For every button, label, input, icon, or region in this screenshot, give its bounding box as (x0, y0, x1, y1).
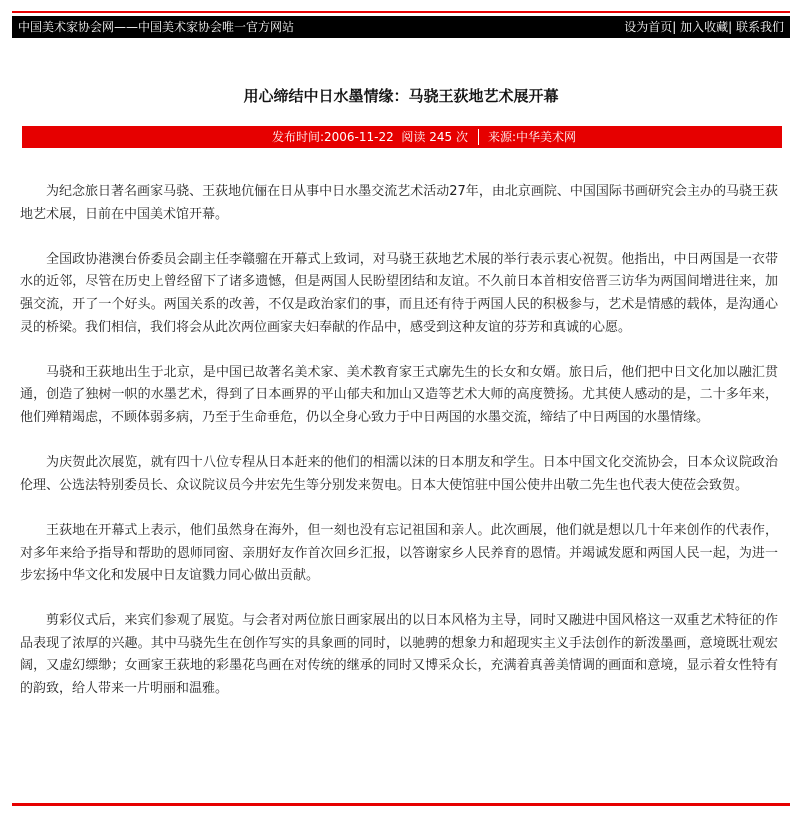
link-separator: | (672, 20, 677, 34)
bottom-red-line (12, 803, 790, 806)
publish-date: 2006-11-22 (324, 130, 394, 144)
source-info (488, 126, 576, 148)
article-paragraph: 剪彩仪式后，来宾们参观了展览。与会者对两位旅日画家展出的以日本风格为主导，同时又融进中国风格这一双重艺术特征的作品表现了浓厚的兴趣。其中马骁先生在创作写实的具象画的同时，以驰骋的想象力和超现实主义手法创作的新泼墨画，意境既壮观宏阔，又虚幻缥缈；女画家王荻地的彩墨花鸟画在对传统的继承的同时又博采众长，充满着真善美情调的画面和意境，显示着女性特有的韵致，给人带来一片明丽和温雅。 (20, 613, 778, 697)
meta-divider (478, 129, 479, 145)
article-paragraph: 为庆贺此次展览，就有四十八位专程从日本赶来的他们的相濡以沫的日本朋友和学生。日本中国文化交流协会，日本众议院政治伦理、公选法特别委员长、众议院议员今井宏先生等分别发来贺电。日本大使馆驻中国公使井出敬二先生也代表大使莅会致贺。 (20, 455, 778, 493)
add-favorite-link[interactable]: 加入收藏 (680, 20, 729, 34)
set-homepage-link[interactable]: 设为首页 (624, 20, 673, 34)
article-meta-bar (22, 126, 782, 148)
publish-info (272, 126, 468, 148)
publish-label: 发布时间: (271, 130, 325, 144)
read-label: 阅读 (401, 130, 426, 144)
link-separator: | (728, 20, 733, 34)
article-paragraph: 马骁和王荻地出生于北京，是中国已故著名美术家、美术教育家王式廓先生的长女和女婿。旅日后，他们把中日文化加以融汇贯通，创造了独树一帜的水墨艺术，得到了日本画界的平山郁夫和加山又造等艺术大师的高度赞扬。尤其使人感动的是，二十多年来，他们殚精竭虑，不顾体弱多病，乃至于生命垂危，仍以全身心致力于中日两国的水墨交流，缔结了中日两国的水墨情缘。 (20, 364, 778, 425)
site-header-bar (12, 16, 790, 38)
top-red-line (12, 11, 790, 13)
article-title: 用心缔结中日水墨情缘：马骁王荻地艺术展开幕 (243, 87, 559, 105)
read-unit: 次 (455, 130, 468, 144)
header-links (624, 16, 784, 38)
contact-us-link[interactable]: 联系我们 (735, 20, 784, 34)
source-name: 中华美术网 (516, 130, 577, 144)
read-count: 245 (429, 130, 453, 144)
article-paragraph: 王荻地在开幕式上表示，他们虽然身在海外，但一刻也没有忘记祖国和亲人。此次画展，他们就是想以几十年来创作的代表作，对多年来给予指导和帮助的恩师同窗、亲朋好友作首次回乡汇报，以答谢家乡人民养育的恩情。并竭诚发愿和两国人民一起，为进一步宏扬中华文化和发展中日友谊戮力同心做出贡献。 (20, 522, 778, 584)
article-paragraph: 全国政协港澳台侨委员会副主任李赣骝在开幕式上致词，对马骁王荻地艺术展的举行表示衷心祝贺。他指出，中日两国是一衣带水的近邻，尽管在历史上曾经留下了诸多遗憾，但是两国人民盼望团结和友谊。不久前日本首相安倍晋三访华为两国间增进往来，加强交流，开了一个好头。两国关系的改善，不仅是政治家们的事，而且还有待于两国人民的积极参与，艺术是情感的载体，是沟通心灵的桥梁。我们相信，我们将会从此次两位画家夫妇奉献的作品中，感受到这种友谊的芬芳和真诚的心愿。 (20, 251, 778, 335)
source-label: 来源: (488, 130, 517, 144)
site-title: 中国美术家协会网——中国美术家协会唯一官方网站 (18, 20, 295, 34)
article-body (20, 181, 778, 723)
article-paragraph: 为纪念旅日著名画家马骁、王荻地伉俪在日从事中日水墨交流艺术活动27年，由北京画院、中国国际书画研究会主办的马骁王荻地艺术展，日前在中国美术馆开幕。 (20, 184, 778, 222)
